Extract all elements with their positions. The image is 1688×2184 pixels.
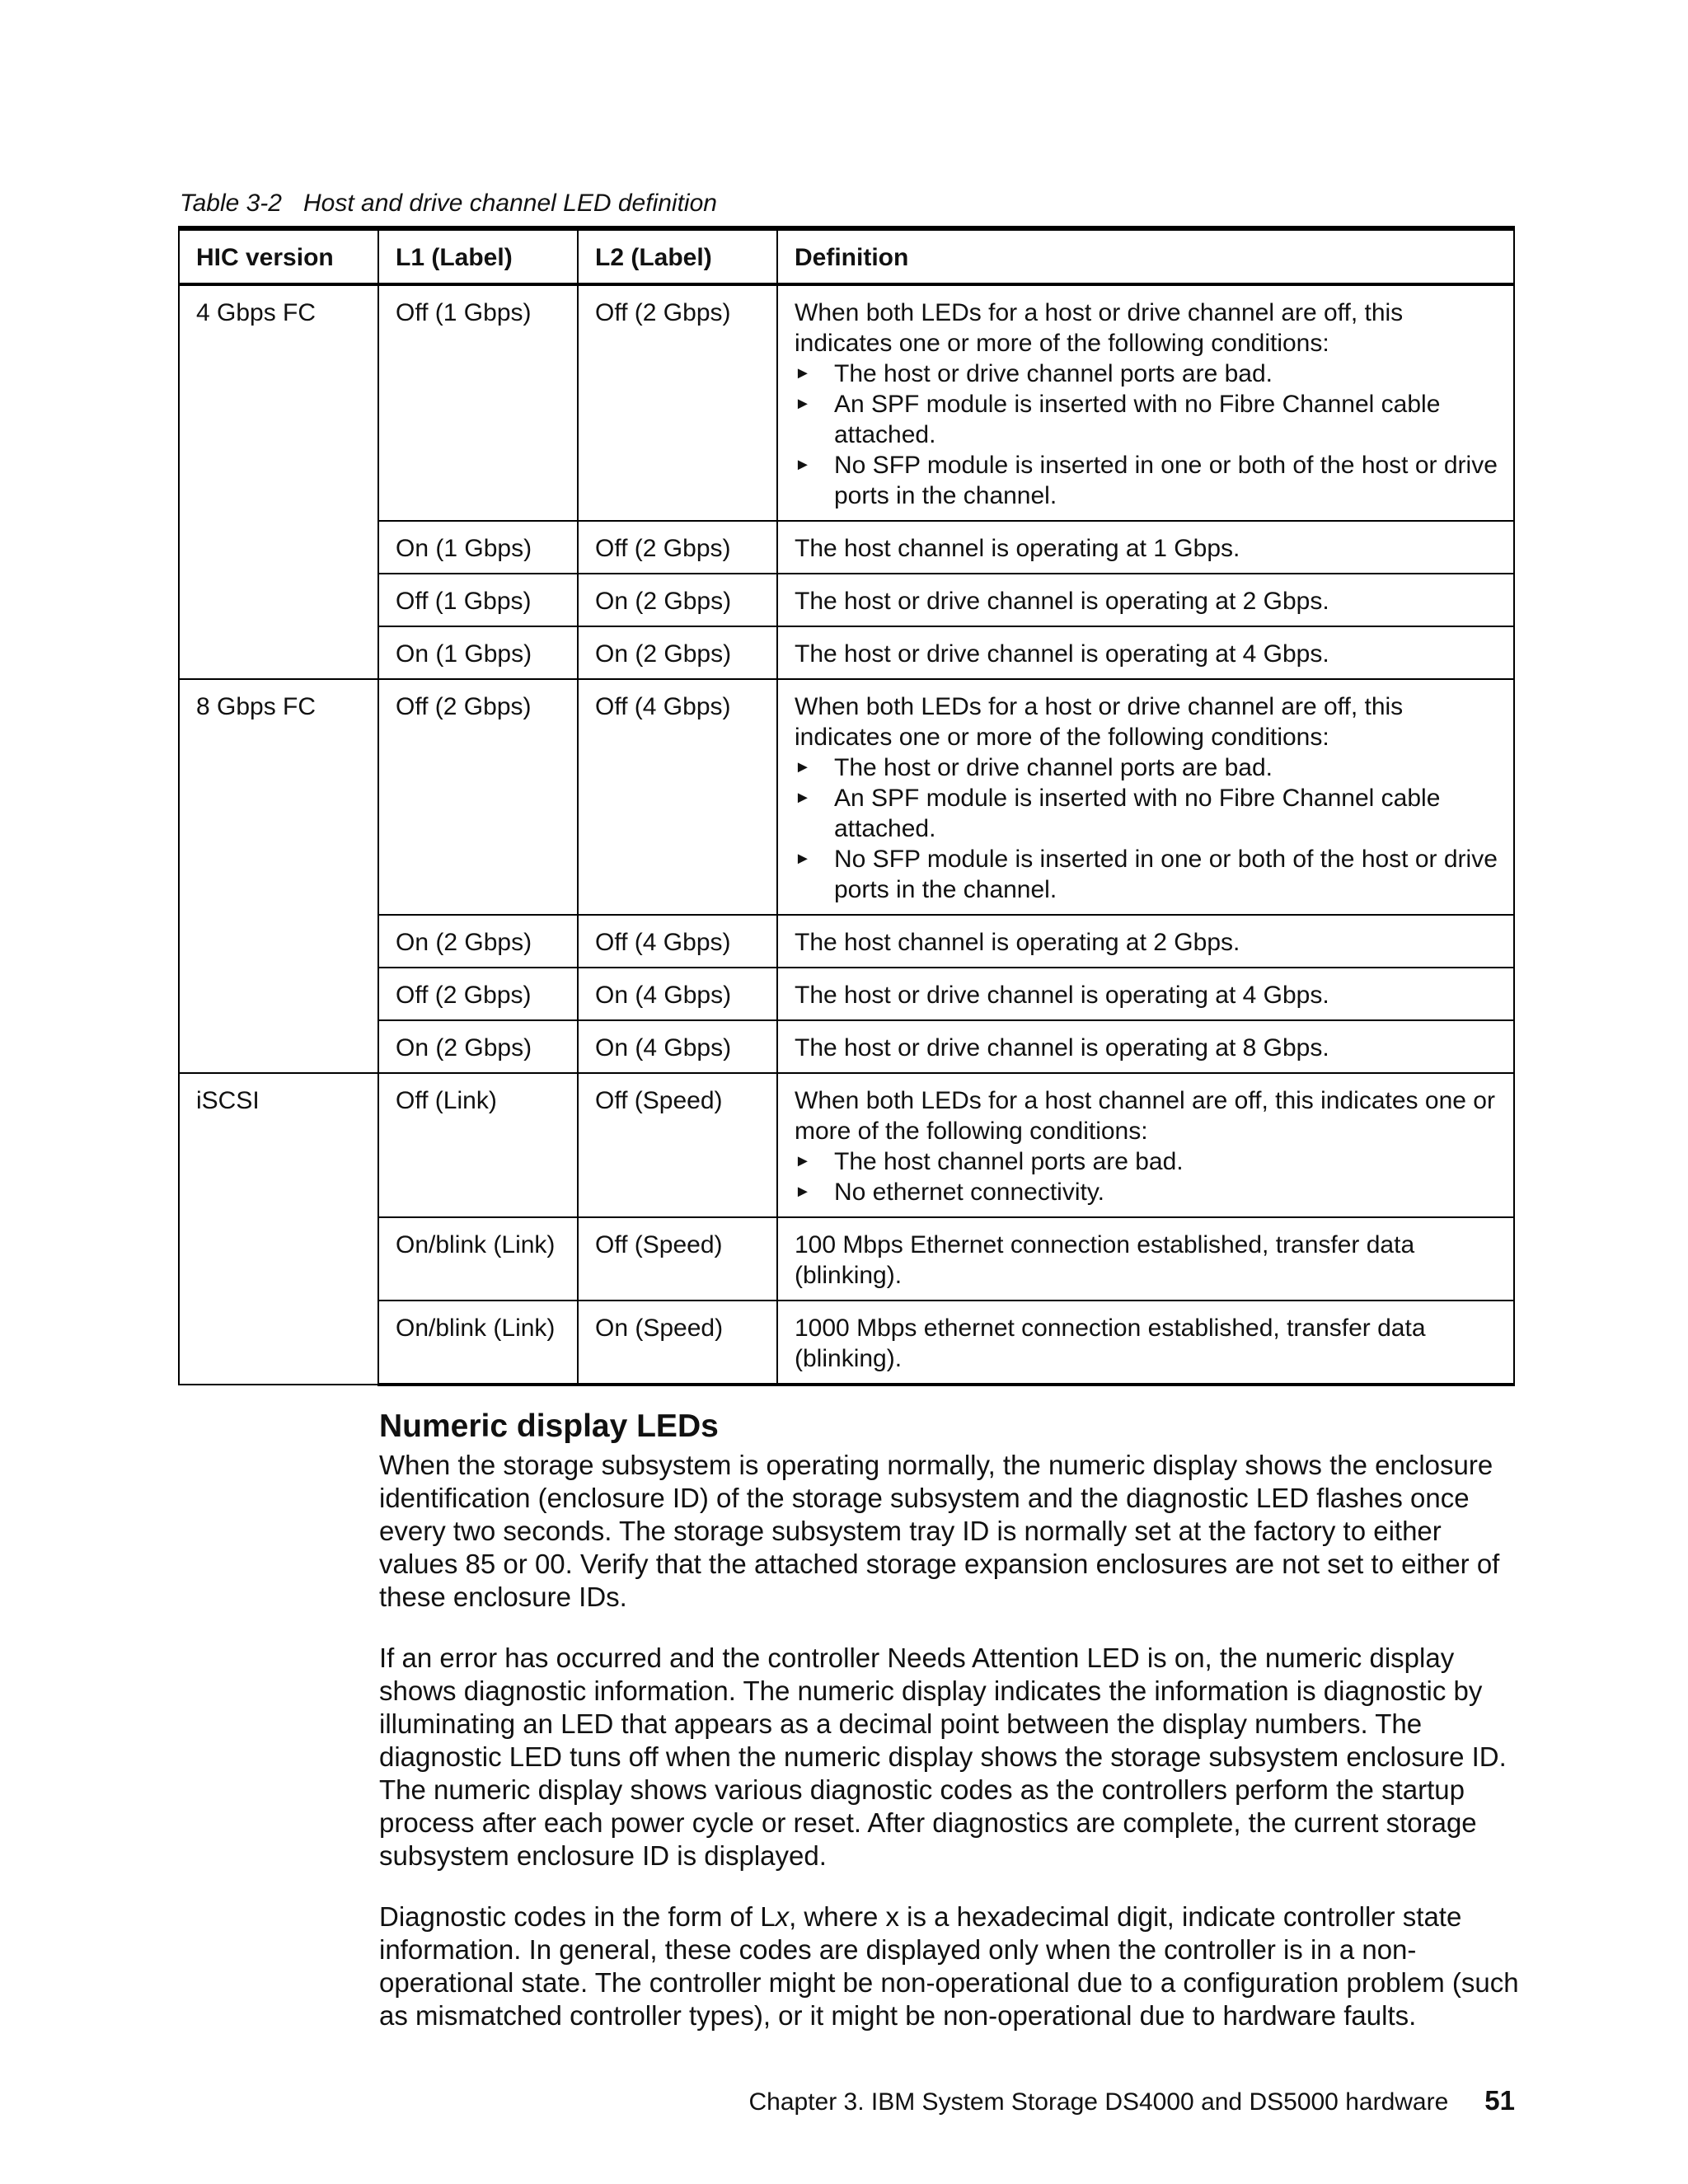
table-row [179, 915, 1514, 968]
definition-cell: 1000 Mbps ethernet connection established, transfer data (blinking). [777, 1301, 1514, 1385]
list-item: ► The host channel ports are bad. [795, 1148, 1184, 1175]
l1-cell: Off (2 Gbps) [378, 679, 578, 915]
l2-cell: On (2 Gbps) [578, 574, 777, 626]
condition-list [795, 752, 1498, 905]
table-row [179, 574, 1514, 626]
condition-list [795, 359, 1498, 511]
l2-cell: On (2 Gbps) [578, 626, 777, 679]
numeric-display-section [379, 1408, 1520, 2060]
l2-cell: On (4 Gbps) [578, 968, 777, 1020]
l2-cell: Off (2 Gbps) [578, 284, 777, 521]
definition-text: When both LEDs for a host channel are off, this indicates one or more of the following conditions: [795, 1087, 1495, 1145]
header-definition: Definition [777, 228, 1514, 284]
paragraph: When the storage subsystem is operating normally, the numeric display shows the enclosure identification (enclosure ID) of the storage subsystem and the diagnostic LED flashes once every two seconds. The storage subsystem tray ID is normally set at the factory to either values 85 or 00. Verify that the attached storage expansion enclosures are not set to either of these enclosure IDs. [379, 1450, 1500, 1612]
definition-cell [777, 1073, 1514, 1217]
table-row [179, 1217, 1514, 1301]
definition-text: When both LEDs for a host or drive channel are off, this indicates one or more of the following conditions: [795, 693, 1404, 751]
l2-cell: On (Speed) [578, 1301, 777, 1385]
definition-cell: The host or drive channel is operating at 8 Gbps. [777, 1020, 1514, 1073]
l1-cell: On/blink (Link) [378, 1217, 578, 1301]
list-item: ► No ethernet connectivity. [795, 1179, 1104, 1206]
paragraph: If an error has occurred and the controller Needs Attention LED is on, the numeric display shows diagnostic information. The numeric display indicates the information is diagnostic by illuminating an LED that appears as a decimal point between the display numbers. The diagnostic LED tuns off when the numeric display shows the storage subsystem enclosure ID. The numeric display shows various diagnostic codes as the controllers perform the startup process after each power cycle or reset. After diagnostics are complete, the current storage subsystem enclosure ID is displayed. [379, 1643, 1507, 1871]
l1-cell: On/blink (Link) [378, 1301, 578, 1385]
l2-cell: On (4 Gbps) [578, 1020, 777, 1073]
header-l1-label: L1 (Label) [378, 228, 578, 284]
list-item: ► No SFP module is inserted in one or both of the host or drive ports in the channel. [795, 452, 1498, 509]
l2-cell: Off (2 Gbps) [578, 521, 777, 574]
l1-cell: On (2 Gbps) [378, 915, 578, 968]
list-item: ► The host or drive channel ports are bad. [795, 360, 1273, 387]
l2-cell: Off (Speed) [578, 1217, 777, 1301]
definition-text: When both LEDs for a host or drive channel are off, this indicates one or more of the following conditions: [795, 299, 1404, 357]
table-row [179, 626, 1514, 679]
led-definition-table [178, 226, 1515, 1386]
page-footer [379, 2085, 1515, 2116]
hic-version-cell: iSCSI [179, 1073, 378, 1385]
table-caption [180, 190, 717, 218]
definition-cell: The host or drive channel is operating at 2 Gbps. [777, 574, 1514, 626]
l1-cell: On (2 Gbps) [378, 1020, 578, 1073]
l2-cell: Off (Speed) [578, 1073, 777, 1217]
bullet-arrow-icon: ► [795, 1183, 811, 1201]
table-row [179, 679, 1514, 915]
header-hic-version: HIC version [179, 228, 378, 284]
l2-cell: Off (4 Gbps) [578, 915, 777, 968]
list-item: ► An SPF module is inserted with no Fibre Channel cable attached. [795, 391, 1441, 448]
chapter-title: Chapter 3. IBM System Storage DS4000 and DS5000 hardware [748, 2088, 1449, 2116]
paragraph: Diagnostic codes in the form of Lx, where x is a hexadecimal digit, indicate controller state information. In general, these codes are displayed only when the controller is in a non-operational state. The controller might be non-operational due to a configuration problem (such as mismatched controller types), or it might be non-operational due to hardware faults. [379, 1901, 1519, 2031]
l1-cell: Off (2 Gbps) [378, 968, 578, 1020]
l1-cell: On (1 Gbps) [378, 521, 578, 574]
page-number: 51 [1484, 2085, 1515, 2116]
hic-version-cell: 4 Gbps FC [179, 284, 378, 679]
definition-cell: The host or drive channel is operating at 4 Gbps. [777, 968, 1514, 1020]
italic-variable: x [775, 1901, 790, 1932]
definition-cell: 100 Mbps Ethernet connection established, transfer data (blinking). [777, 1217, 1514, 1301]
definition-cell: The host channel is operating at 1 Gbps. [777, 521, 1514, 574]
bullet-arrow-icon: ► [795, 456, 811, 474]
table-row [179, 1301, 1514, 1385]
l1-cell: On (1 Gbps) [378, 626, 578, 679]
list-item: ► An SPF module is inserted with no Fibre Channel cable attached. [795, 785, 1441, 842]
definition-cell [777, 284, 1514, 521]
l1-cell: Off (1 Gbps) [378, 284, 578, 521]
bullet-arrow-icon: ► [795, 850, 811, 868]
table-row [179, 284, 1514, 521]
bullet-arrow-icon: ► [795, 1152, 811, 1170]
l2-cell: Off (4 Gbps) [578, 679, 777, 915]
l1-cell: Off (Link) [378, 1073, 578, 1217]
definition-cell: The host or drive channel is operating at 4 Gbps. [777, 626, 1514, 679]
l1-cell: Off (1 Gbps) [378, 574, 578, 626]
table-row [179, 968, 1514, 1020]
definition-cell [777, 679, 1514, 915]
table-caption-title: Host and drive channel LED definition [302, 190, 717, 217]
table-caption-number: Table 3-2 [180, 190, 282, 217]
definition-cell: The host channel is operating at 2 Gbps. [777, 915, 1514, 968]
table-row [179, 521, 1514, 574]
list-item: ► The host or drive channel ports are bad. [795, 754, 1273, 781]
bullet-arrow-icon: ► [795, 789, 811, 807]
bullet-arrow-icon: ► [795, 364, 811, 382]
table-header-row [179, 228, 1514, 284]
bullet-arrow-icon: ► [795, 395, 811, 413]
hic-version-cell: 8 Gbps FC [179, 679, 378, 1073]
header-l2-label: L2 (Label) [578, 228, 777, 284]
list-item: ► No SFP module is inserted in one or both of the host or drive ports in the channel. [795, 846, 1498, 903]
table-row [179, 1073, 1514, 1217]
bullet-arrow-icon: ► [795, 758, 811, 776]
section-heading: Numeric display LEDs [379, 1408, 719, 1444]
condition-list [795, 1146, 1498, 1207]
table-row [179, 1020, 1514, 1073]
